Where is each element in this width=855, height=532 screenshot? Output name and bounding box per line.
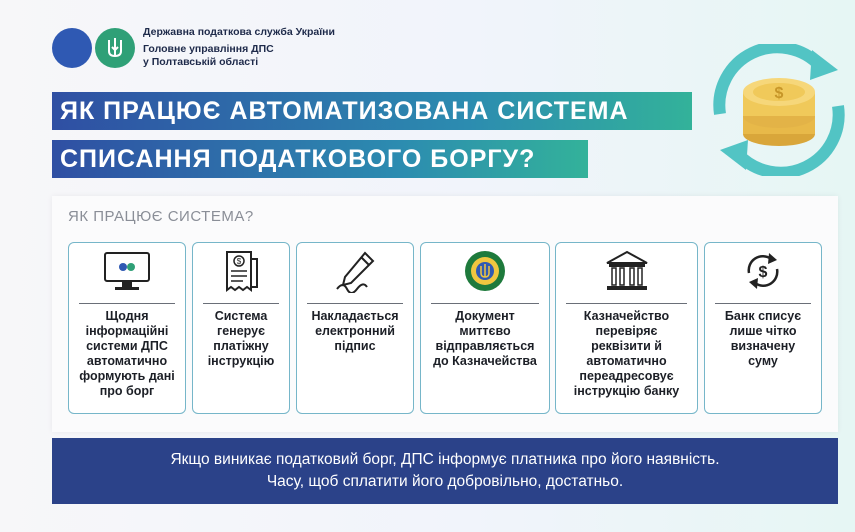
title-line-2-text: СПИСАННЯ ПОДАТКОВОГО БОРГУ? — [60, 144, 536, 173]
dps-logo-circle-green — [95, 28, 135, 68]
org-line-1: Державна податкова служба України — [143, 26, 335, 38]
svg-text:$: $ — [236, 257, 242, 266]
panel-heading: ЯК ПРАЦЮЄ СИСТЕМА? — [68, 208, 254, 225]
step-5-text: Казначейство перевіряє реквізити й автоматично переадресовує інструкцію банку — [573, 309, 680, 398]
info-line-1: Якщо виникає податковий борг, ДПС інформує платника про його наявність. — [170, 451, 720, 468]
coin-refresh-icon — [708, 44, 850, 176]
treasury-emblem-icon — [463, 249, 507, 293]
dollar-refresh-icon — [741, 249, 785, 293]
title-line-2 — [52, 140, 588, 178]
trident-icon — [105, 36, 125, 60]
step-1-text: Щодня інформаційні системи ДПС автоматично формують дані про борг — [79, 309, 175, 398]
dps-logo-circle-blue — [52, 28, 92, 68]
step-6-text: Банк списує лише чітко визначену суму — [724, 309, 802, 368]
info-banner — [52, 438, 838, 504]
title-line-1 — [52, 92, 692, 130]
step-card-4 — [420, 242, 550, 414]
pen-signature-icon — [333, 249, 377, 293]
steps-panel — [52, 196, 838, 432]
receipt-icon — [221, 249, 261, 293]
step-2-text: Система генерує платіжну інструкцію — [207, 309, 275, 368]
svg-text:$: $ — [758, 264, 768, 281]
info-line-2: Часу, щоб сплатити його добровільно, достатньо. — [266, 473, 624, 490]
org-line-2: Головне управління ДПС — [143, 43, 274, 55]
header — [52, 26, 335, 69]
step-card-5 — [555, 242, 698, 414]
bank-building-icon — [603, 249, 651, 293]
step-card-1 — [68, 242, 186, 414]
svg-text:$: $ — [774, 85, 784, 102]
organization-name — [143, 26, 335, 69]
step-4-text: Документ миттєво відправляється до Казначейства — [433, 309, 537, 368]
title-line-1-text: ЯК ПРАЦЮЄ АВТОМАТИЗОВАНА СИСТЕМА — [60, 96, 629, 125]
step-card-2 — [192, 242, 290, 414]
step-card-3 — [296, 242, 414, 414]
step-3-text: Накладається електронний підпис — [311, 309, 399, 353]
step-card-6 — [704, 242, 822, 414]
org-line-3: у Полтавській області — [143, 56, 259, 68]
monitor-icon — [102, 250, 152, 292]
